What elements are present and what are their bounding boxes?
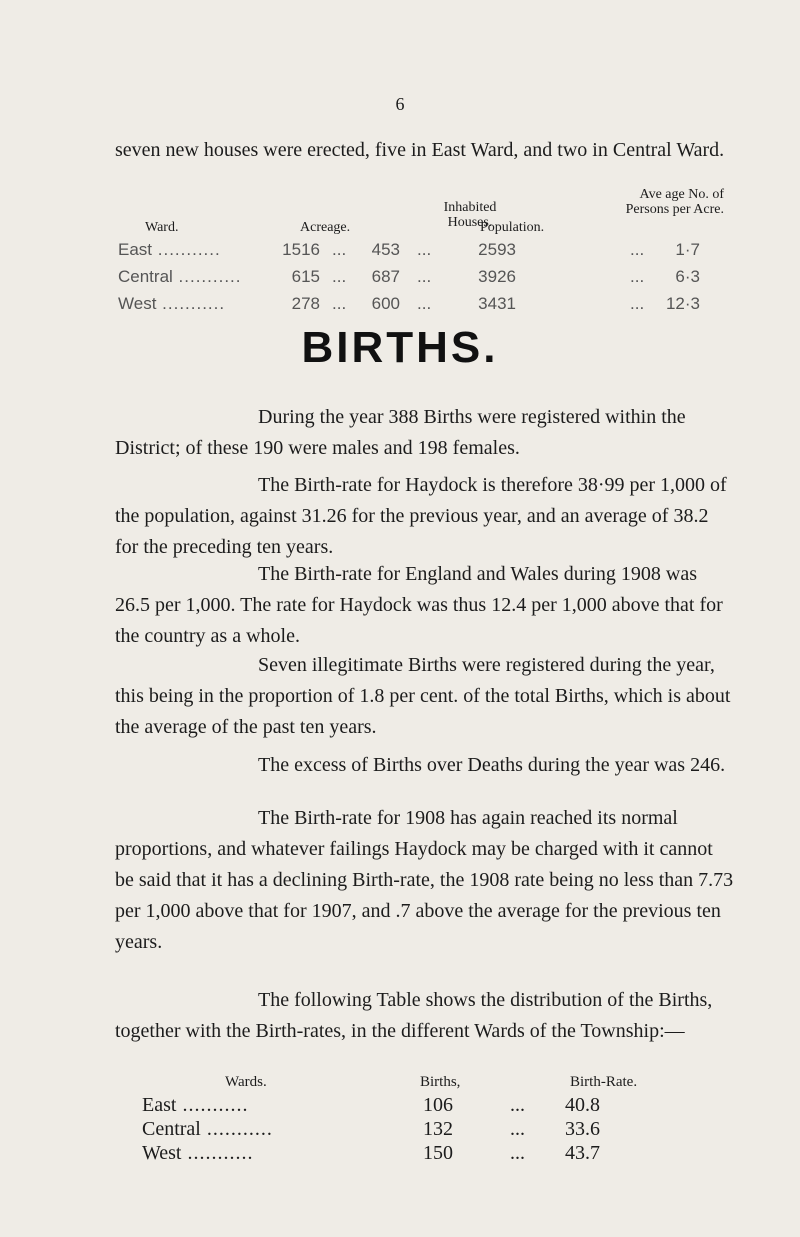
- births-rate: 43.7: [565, 1142, 600, 1164]
- header-wards: Wards.: [225, 1074, 267, 1090]
- body-paragraph: During the year 388 Births were registered within the District; of these 190 were males and 198 females.: [115, 406, 686, 459]
- ward-population: 2593: [478, 240, 516, 259]
- ward-houses: 453: [371, 240, 400, 259]
- separator: ...: [332, 294, 347, 313]
- births-count: 106: [423, 1094, 453, 1116]
- separator: ...: [417, 240, 432, 259]
- body-paragraph: The Birth-rate for 1908 has again reached its normal proportions, and whatever failings Haydock may be charged with it cannot be said that it has a declining Birth-rate, the 1908 rate being no less than 7.73 per 1,000 above that for 1907, and .7 above the average for the previous ten years.: [115, 807, 734, 953]
- births-ward-name: East .....: [142, 1094, 248, 1117]
- births-ward-name: Central .....: [142, 1118, 273, 1141]
- ward-persons-per-acre: 1·7: [675, 240, 700, 259]
- body-paragraph: The Birth-rate for Haydock is therefore 38·99 per 1,000 of the population, against 31.26 for the previous year, and an average of 38.2 for the preceding ten years.: [115, 474, 727, 558]
- ward-persons-per-acre: 12·3: [665, 294, 700, 313]
- ward-acreage: 278: [291, 294, 320, 313]
- separator: ...: [417, 294, 432, 313]
- ward-acreage: 1516: [282, 240, 320, 259]
- ward-population: 3926: [478, 267, 516, 286]
- separator: ...: [630, 267, 645, 286]
- ward-name: East .....: [118, 240, 221, 260]
- births-rate: 33.6: [565, 1118, 600, 1140]
- header-ward: Ward.: [145, 220, 179, 235]
- ward-name: Central .....: [118, 267, 242, 287]
- separator: ...: [510, 1094, 525, 1116]
- ward-population: 3431: [478, 294, 516, 313]
- ward-acreage: 615: [291, 267, 320, 286]
- body-paragraph: The Birth-rate for England and Wales during 1908 was 26.5 per 1,000. The rate for Haydock was thus 12.4 per 1,000 above that for the country as a whole.: [115, 563, 723, 647]
- page-number: 6: [395, 94, 405, 114]
- ward-table-row: [0, 267, 800, 287]
- separator: ...: [510, 1118, 525, 1140]
- separator: ...: [417, 267, 432, 286]
- ward-name: West .....: [118, 294, 225, 314]
- header-inhabited-houses: Inhabited Houses.: [443, 200, 497, 230]
- ward-table-row: [0, 240, 800, 260]
- ward-houses: 687: [371, 267, 400, 286]
- ward-table-row: [0, 294, 800, 314]
- births-table-row: [0, 1142, 800, 1166]
- separator: ...: [630, 240, 645, 259]
- ward-persons-per-acre: 6·3: [675, 267, 700, 286]
- body-paragraph: Seven illegitimate Births were registered during the year, this being in the proportion of 1.8 per cent. of the total Births, which is about the average of the past ten years.: [115, 654, 731, 738]
- section-heading: BIRTHS.: [301, 323, 499, 372]
- header-births: Births,: [420, 1074, 461, 1090]
- ward-houses: 600: [371, 294, 400, 313]
- header-population: Population.: [480, 220, 545, 235]
- separator: ...: [510, 1142, 525, 1164]
- body-paragraph: The following Table shows the distribution of the Births, together with the Birth-rates, in the different Wards of the Township:—: [115, 989, 713, 1042]
- births-table-row: [0, 1118, 800, 1142]
- births-count: 150: [423, 1142, 453, 1164]
- header-birth-rate: Birth-Rate.: [570, 1074, 638, 1090]
- births-count: 132: [423, 1118, 453, 1140]
- separator: ...: [630, 294, 645, 313]
- separator: ...: [332, 267, 347, 286]
- births-ward-name: West .....: [142, 1142, 254, 1165]
- body-paragraph: The excess of Births over Deaths during the year was 246.: [258, 754, 726, 776]
- separator: ...: [332, 240, 347, 259]
- header-persons-per-acre: Ave age No. of Persons per Acre.: [625, 187, 724, 217]
- births-table-row: [0, 1094, 800, 1118]
- births-rate: 40.8: [565, 1094, 600, 1116]
- header-acreage: Acreage.: [300, 220, 351, 235]
- intro-paragraph: seven new houses were erected, five in East Ward, and two in Central Ward.: [115, 139, 725, 161]
